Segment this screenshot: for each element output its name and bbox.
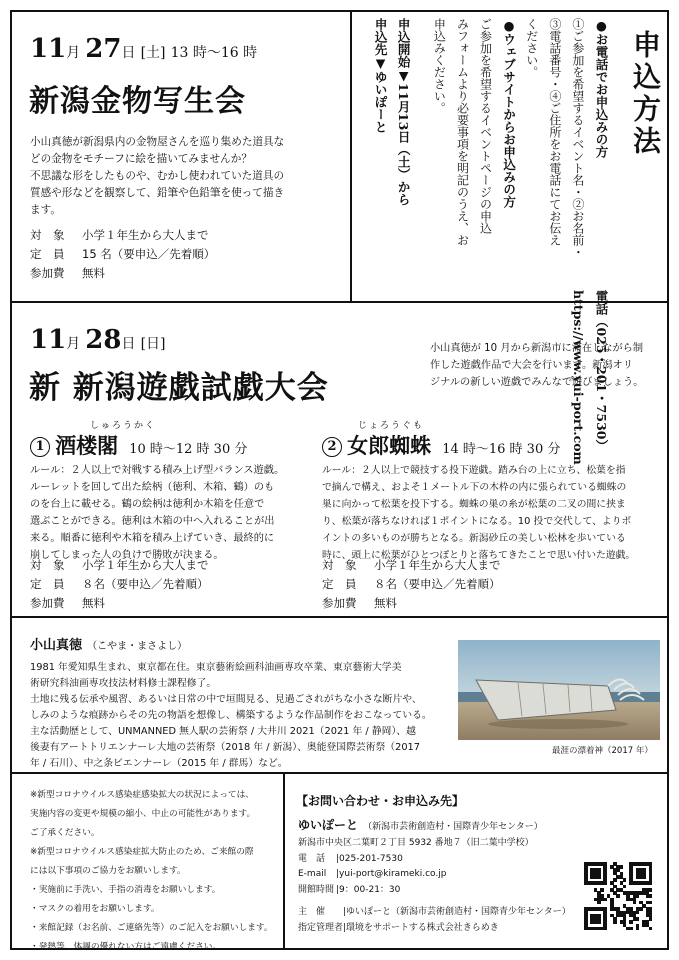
contact-phone-row[interactable]: 電 話 |025-201-7530	[298, 853, 403, 864]
divider-middle-horizontal	[10, 616, 669, 618]
apply-web-heading: ●ウェブサイトからお申込みの方	[501, 18, 517, 208]
artist-name-row	[30, 634, 187, 653]
game1-number-badge: 1	[30, 437, 50, 457]
game1-ruby: しゅろうかく	[90, 421, 157, 431]
game2-heading	[322, 430, 560, 460]
apply-columns: ●お電話でお申込みの方 ①ご参加を希望するイベント名・②お名前・ ③電話番号・④ご住所をお電話にてお伝え ください。 ●ウェブサイトからお申込みの方 ご参加を希望するイベントページの申込 みフォームより必要事項を明記のうえ、お 申込みください。 申込開始▼11月13日（土）から 申込先▼ゆいぽーと 電話（025・201・7530） https://www.yui-port.com	[360, 18, 610, 296]
event1-description: 小山真徳が新潟県内の金物屋さんを巡り集めた道具な どの金物をモチーフに絵を描いてみませんか？ 不思議な形をしたものや、むかし使われていた道具の 質感や形などを観察して、鉛筆や色鉛筆を使って描き ます。	[30, 136, 285, 216]
contact-venue-row: ゆいぽーと （新潟市芸術創造村・国際青少年センター）	[298, 818, 543, 832]
divider-top-vertical	[350, 10, 352, 302]
apply-website-link[interactable]: https://www.yui-port.com	[570, 290, 586, 465]
apply-phone[interactable]: 電話（025・201・7530）	[594, 290, 609, 452]
artist-photo-caption: 最涯の漂着神（2017 年）	[552, 746, 653, 756]
event1-title: 新潟金物写生会	[29, 84, 246, 119]
artist-bio: 1981 年愛知県生まれ、東京都在住。東京藝術絵画科油画専攻卒業、東京藝術大学美 術研究科油画専攻技法材料修士課程修了。 土地に残る伝承や風習、あるいは日常の中で垣間見る、見過ごされがちな小さな断片や、 しみのような痕跡からその先の物語を想像し、構築するような作品制作をおこなっている。 主な活動歴として、UNMANNED 無人駅の芸術祭 / 大井川 2021（2021 年 / 静岡）、越 後妻有アートトリエンナーレ大地の芸術祭（2018 年 / 新潟）、奥能登国際芸術祭（2017 年 / 石川）、中之条ビエンナーレ（2015 年 / 群馬）など。	[30, 662, 432, 769]
game1-name: 酒楼閣	[55, 433, 119, 458]
game1-heading	[30, 430, 247, 460]
contact-hours-row: 開館時間 |9：00-21：30	[298, 884, 401, 895]
event2-intro: 小山真徳が 10 月から新潟市に滞在しながら制 作した遊戯作品で大会を行います。新潟オリ ジナルの新しい遊戯でみんなで遊びましょう。	[430, 343, 644, 388]
covid-notice: ※新型コロナウイルス感染症感染拡大の状況によっては、 実施内容の変更や規模の縮小、中止の可能性があります。 ご了承ください。 ※新型コロナウイルス感染症拡大防止のため、ご来館の際 には以下事項のご協力をお願いします。 ・実施前に手洗い、手指の消毒をお願いします。 ・マスクの着用をお願いします。 ・来館記録（お名前、ご連絡先等）のご記入をお願いします。 ・発熱等、体調の優れない方はご遠慮ください。	[30, 790, 273, 952]
qr-code[interactable]	[584, 862, 652, 930]
divider-bottom-horizontal	[10, 772, 669, 774]
game2-ruby: じょろうぐも	[358, 421, 425, 431]
apply-phone-heading: ●お電話でお申込みの方	[594, 18, 609, 158]
apply-start-date: 申込開始▼11月13日（土）から	[396, 18, 412, 206]
artist-name: 小山真徳	[30, 638, 83, 653]
contact-address: 新潟市中央区二葉町２丁目 5932 番地７（旧二葉中学校）	[298, 838, 534, 848]
contact-email-row[interactable]: E-mail |yui-port@kirameki.co.jp	[298, 869, 447, 879]
game1-details: 対 象 小学１年生から大人まで 定 員 ８名（要申込／先着順） 参加費 無料	[30, 558, 209, 610]
artist-artwork-photo	[458, 640, 660, 740]
contact-details	[298, 836, 578, 898]
game1-rules: ルール：２人以上で対戦する積み上げ型バランス遊戯。 ルーレットを回して出た絵柄（徳利、木箱、鶴）のも のを台上に載せる。鶴の絵柄は徳利か木箱を任意で 選ぶことができる。徳利は木箱の中へ入れることが出 来る。順番に徳利や木箱を積み上げていき、最終的に 崩してしまった人の負けで勝敗が決まる。	[30, 465, 285, 561]
event1-details: 対 象 小学１年生から大人まで 定 員 15 名（要申込／先着順） 参加費 無料	[30, 228, 216, 280]
contact-venue: ゆいぽーと	[298, 818, 359, 832]
event1-date: 11月 27日 [土] 13 時～16 時	[30, 34, 258, 64]
apply-heading: 申込方法	[629, 30, 662, 158]
divider-bottom-vertical	[283, 772, 285, 950]
contact-organizers: 主 催 |ゆいぽーと（新潟市芸術創造村・国際青少年センター） 指定管理者|環境をサポートする株式会社きらめき	[298, 907, 571, 933]
event2-date: 11月 28日 [日]	[30, 325, 166, 355]
game1-time: 10 時～12 時 30 分	[129, 442, 248, 457]
artist-reading: （こやま・まさよし）	[87, 641, 188, 652]
game2-time: 14 時～16 時 30 分	[442, 442, 561, 457]
contact-heading: 【お問い合わせ・お申込み先】	[296, 794, 465, 808]
apply-destination: 申込先▼ゆいぽーと	[373, 18, 389, 133]
game2-details: 対 象 小学１年生から大人まで 定 員 ８名（要申込／先着順） 参加費 無料	[322, 558, 501, 610]
game2-name: 女郎蜘蛛	[347, 433, 432, 458]
game2-number-badge: 2	[322, 437, 342, 457]
game2-rules: ルール：２人以上で競技する投下遊戯。踏み台の上に立ち、松葉を指 で摘んで構え、およそ１メートル下の木枠の内に張られている蜘蛛の 巣に向かって松葉を投下する。蜘蛛の巣の糸が松葉の二叉の間に挟ま り、松葉が落ちなければ１ポイントになる。10 投で交代して、よりポ イントの多いものが勝ちとなる。新潟砂丘の美しい松林を歩いている 時に、頭上に松葉がひとつぽとりと落ちてきたことで思い付いた遊戯。	[322, 465, 636, 561]
event2-title: 新 新潟遊戯試戯大会	[29, 370, 329, 406]
